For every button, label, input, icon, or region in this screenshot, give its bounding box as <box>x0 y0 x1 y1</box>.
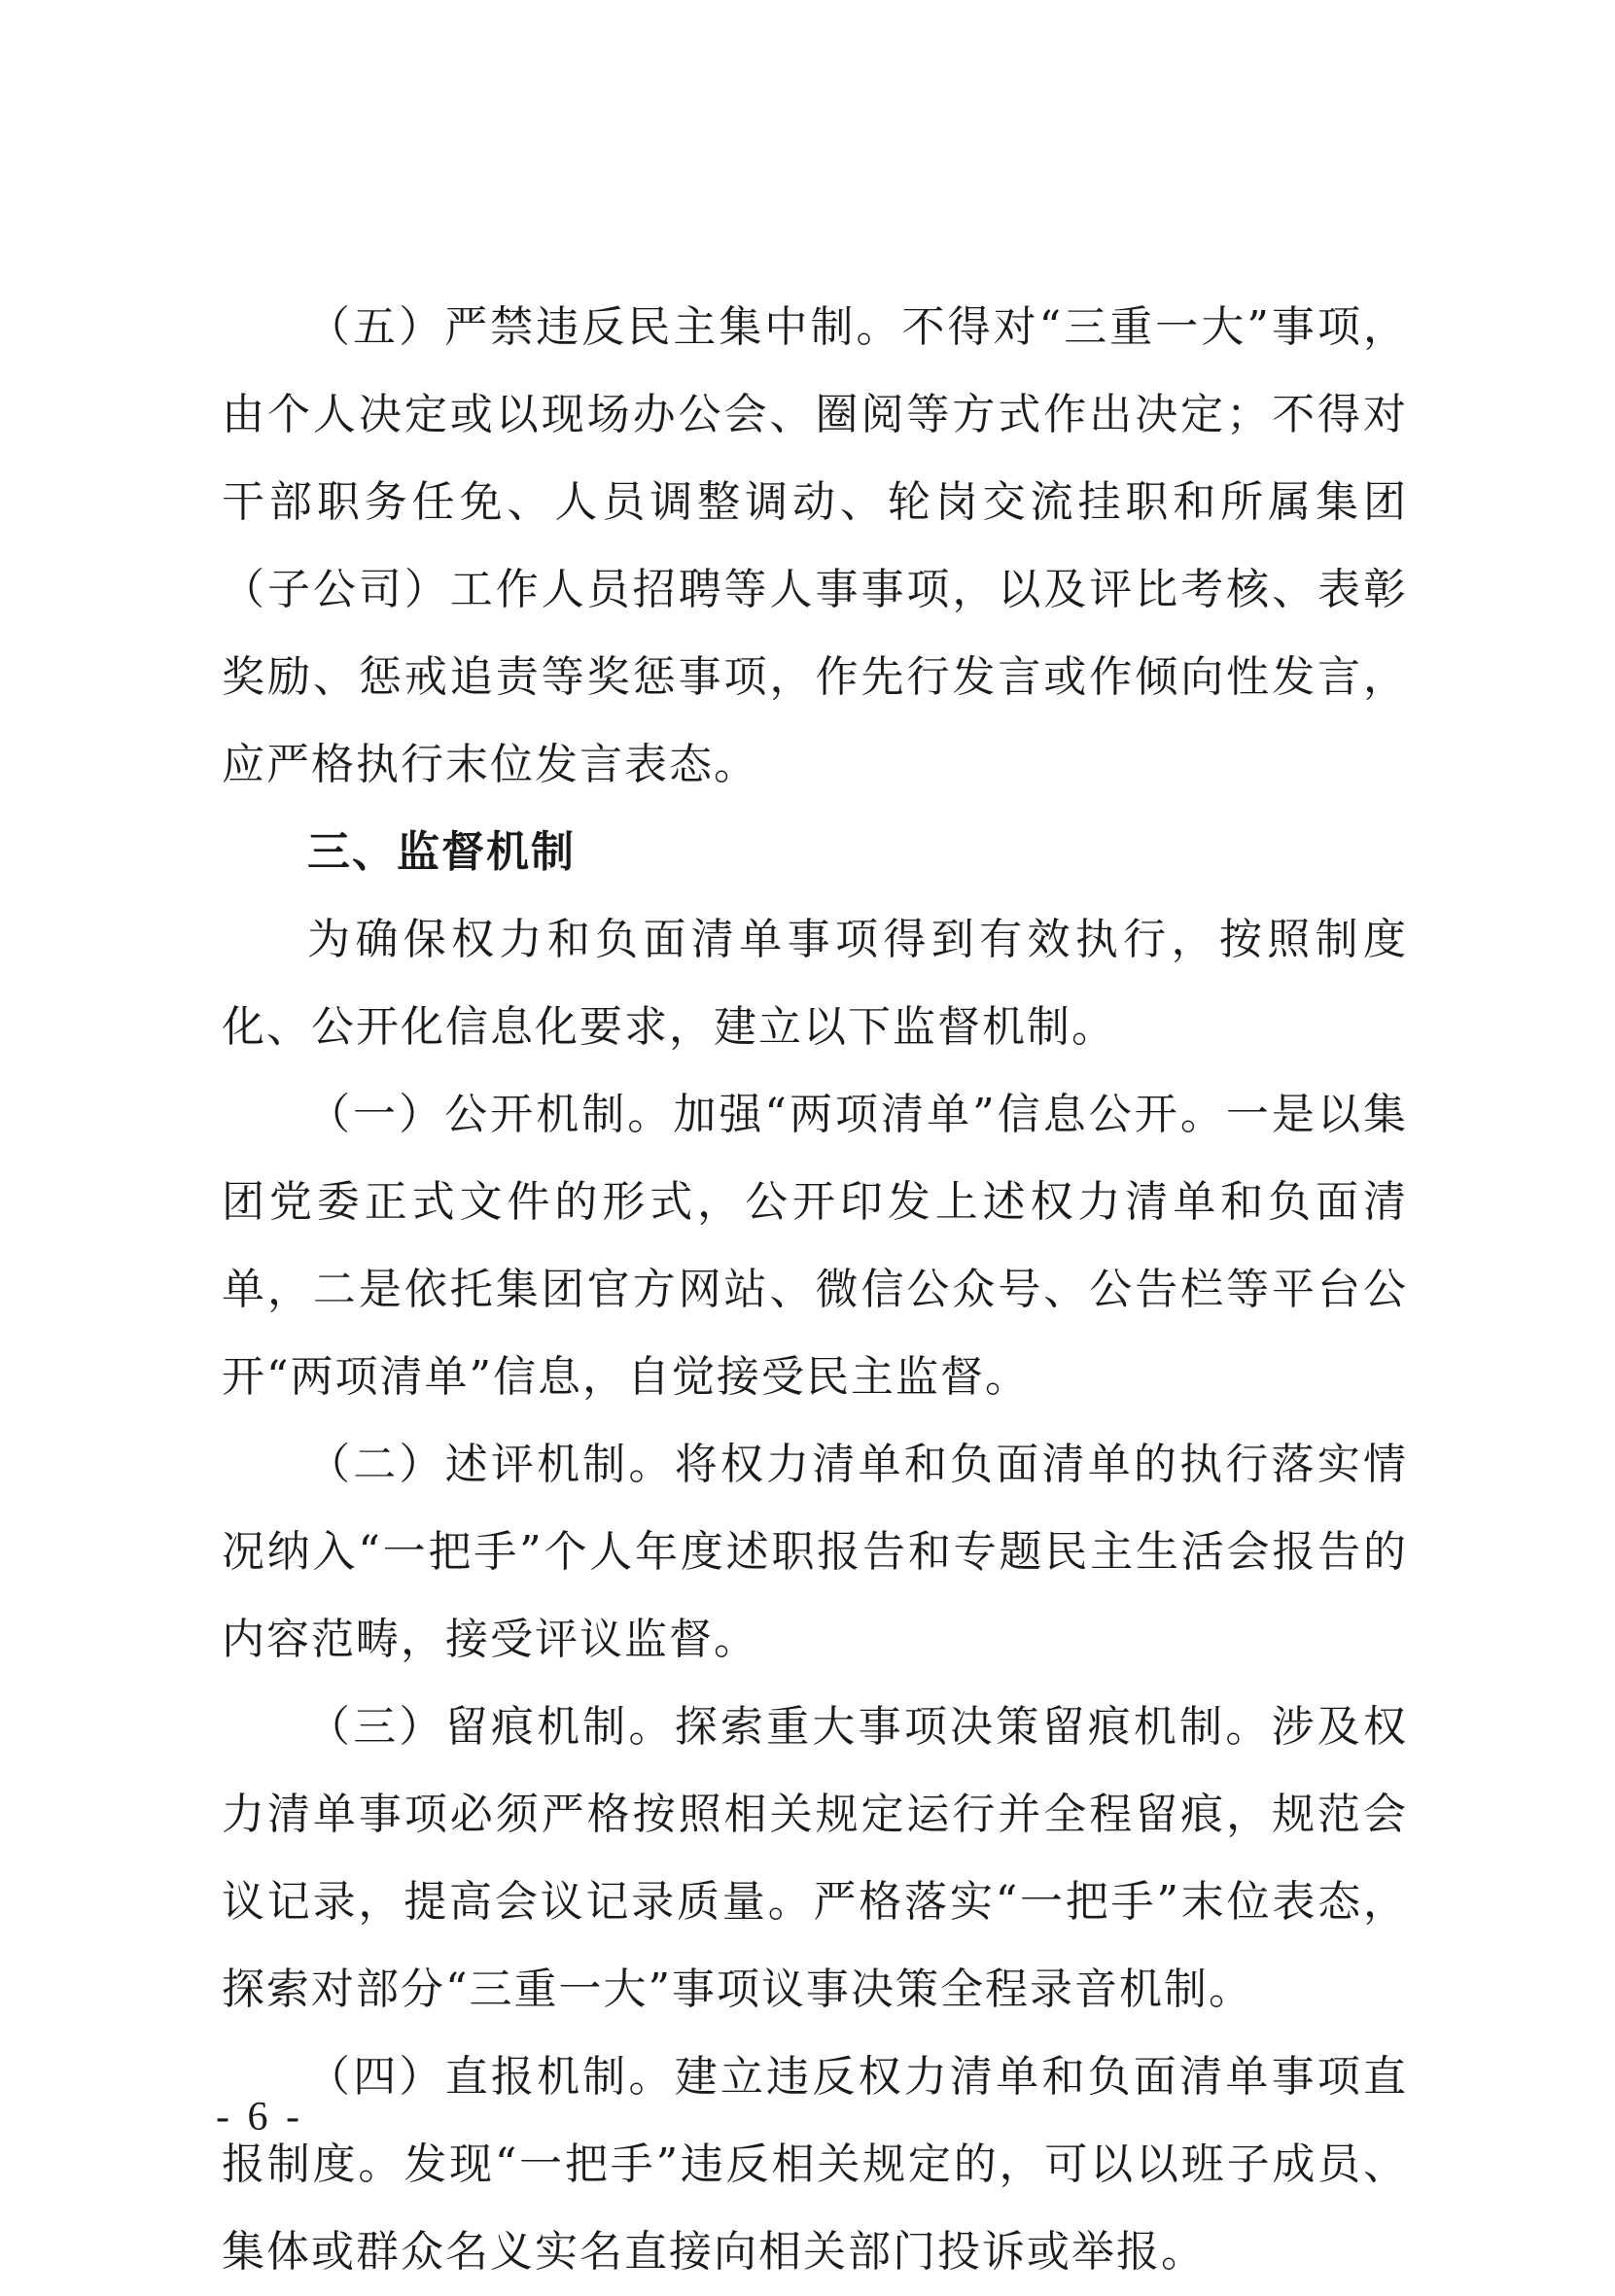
paragraph-supervision-intro: 为确保权力和负面清单事项得到有效执行，按照制度化、公开化信息化要求，建立以下监督机制。 <box>222 915 1408 1052</box>
paragraph-trace-mechanism: （三）留痕机制。探索重大事项决策留痕机制。涉及权力清单事项必须严格按照相关规定运行并全程留痕，规范会议记录，提高会议记录质量。严格落实“一把手”末位表态，探索对部分“三重一大”事项议事决策全程录音机制。 <box>222 1702 1408 2014</box>
paragraph-review-mechanism: （二）述评机制。将权力清单和负面清单的执行落实情况纳入“一把手”个人年度述职报告和专题民主生活会报告的内容范畴，接受评议监督。 <box>222 1440 1408 1664</box>
paragraph-direct-report-mechanism: （四）直报机制。建立违反权力清单和负面清单事项直报制度。发现“一把手”违反相关规定的，可以以班子成员、集体或群众名义实名直接向相关部门投诉或举报。 <box>222 2052 1408 2277</box>
document-body <box>222 284 1408 2296</box>
section-heading-supervision: 三、监督机制 <box>307 827 576 877</box>
paragraph-democratic-centralism: （五）严禁违反民主集中制。不得对“三重一大”事项，由个人决定或以现场办公会、圈阅等方式作出决定；不得对干部职务任免、人员调整调动、轮岗交流挂职和所属集团（子公司）工作人员招聘等人事事项，以及评比考核、表彰奖励、惩戒追责等奖惩事项，作先行发言或作倾向性发言，应严格执行末位发言表态。 <box>222 302 1408 789</box>
page-number: - 6 - <box>216 2095 303 2139</box>
paragraph-disclosure-mechanism: （一）公开机制。加强“两项清单”信息公开。一是以集团党委正式文件的形式，公开印发上述权力清单和负面清单，二是依托集团官方网站、微信公众号、公告栏等平台公开“两项清单”信息，自觉接受民主监督。 <box>222 1090 1408 1402</box>
